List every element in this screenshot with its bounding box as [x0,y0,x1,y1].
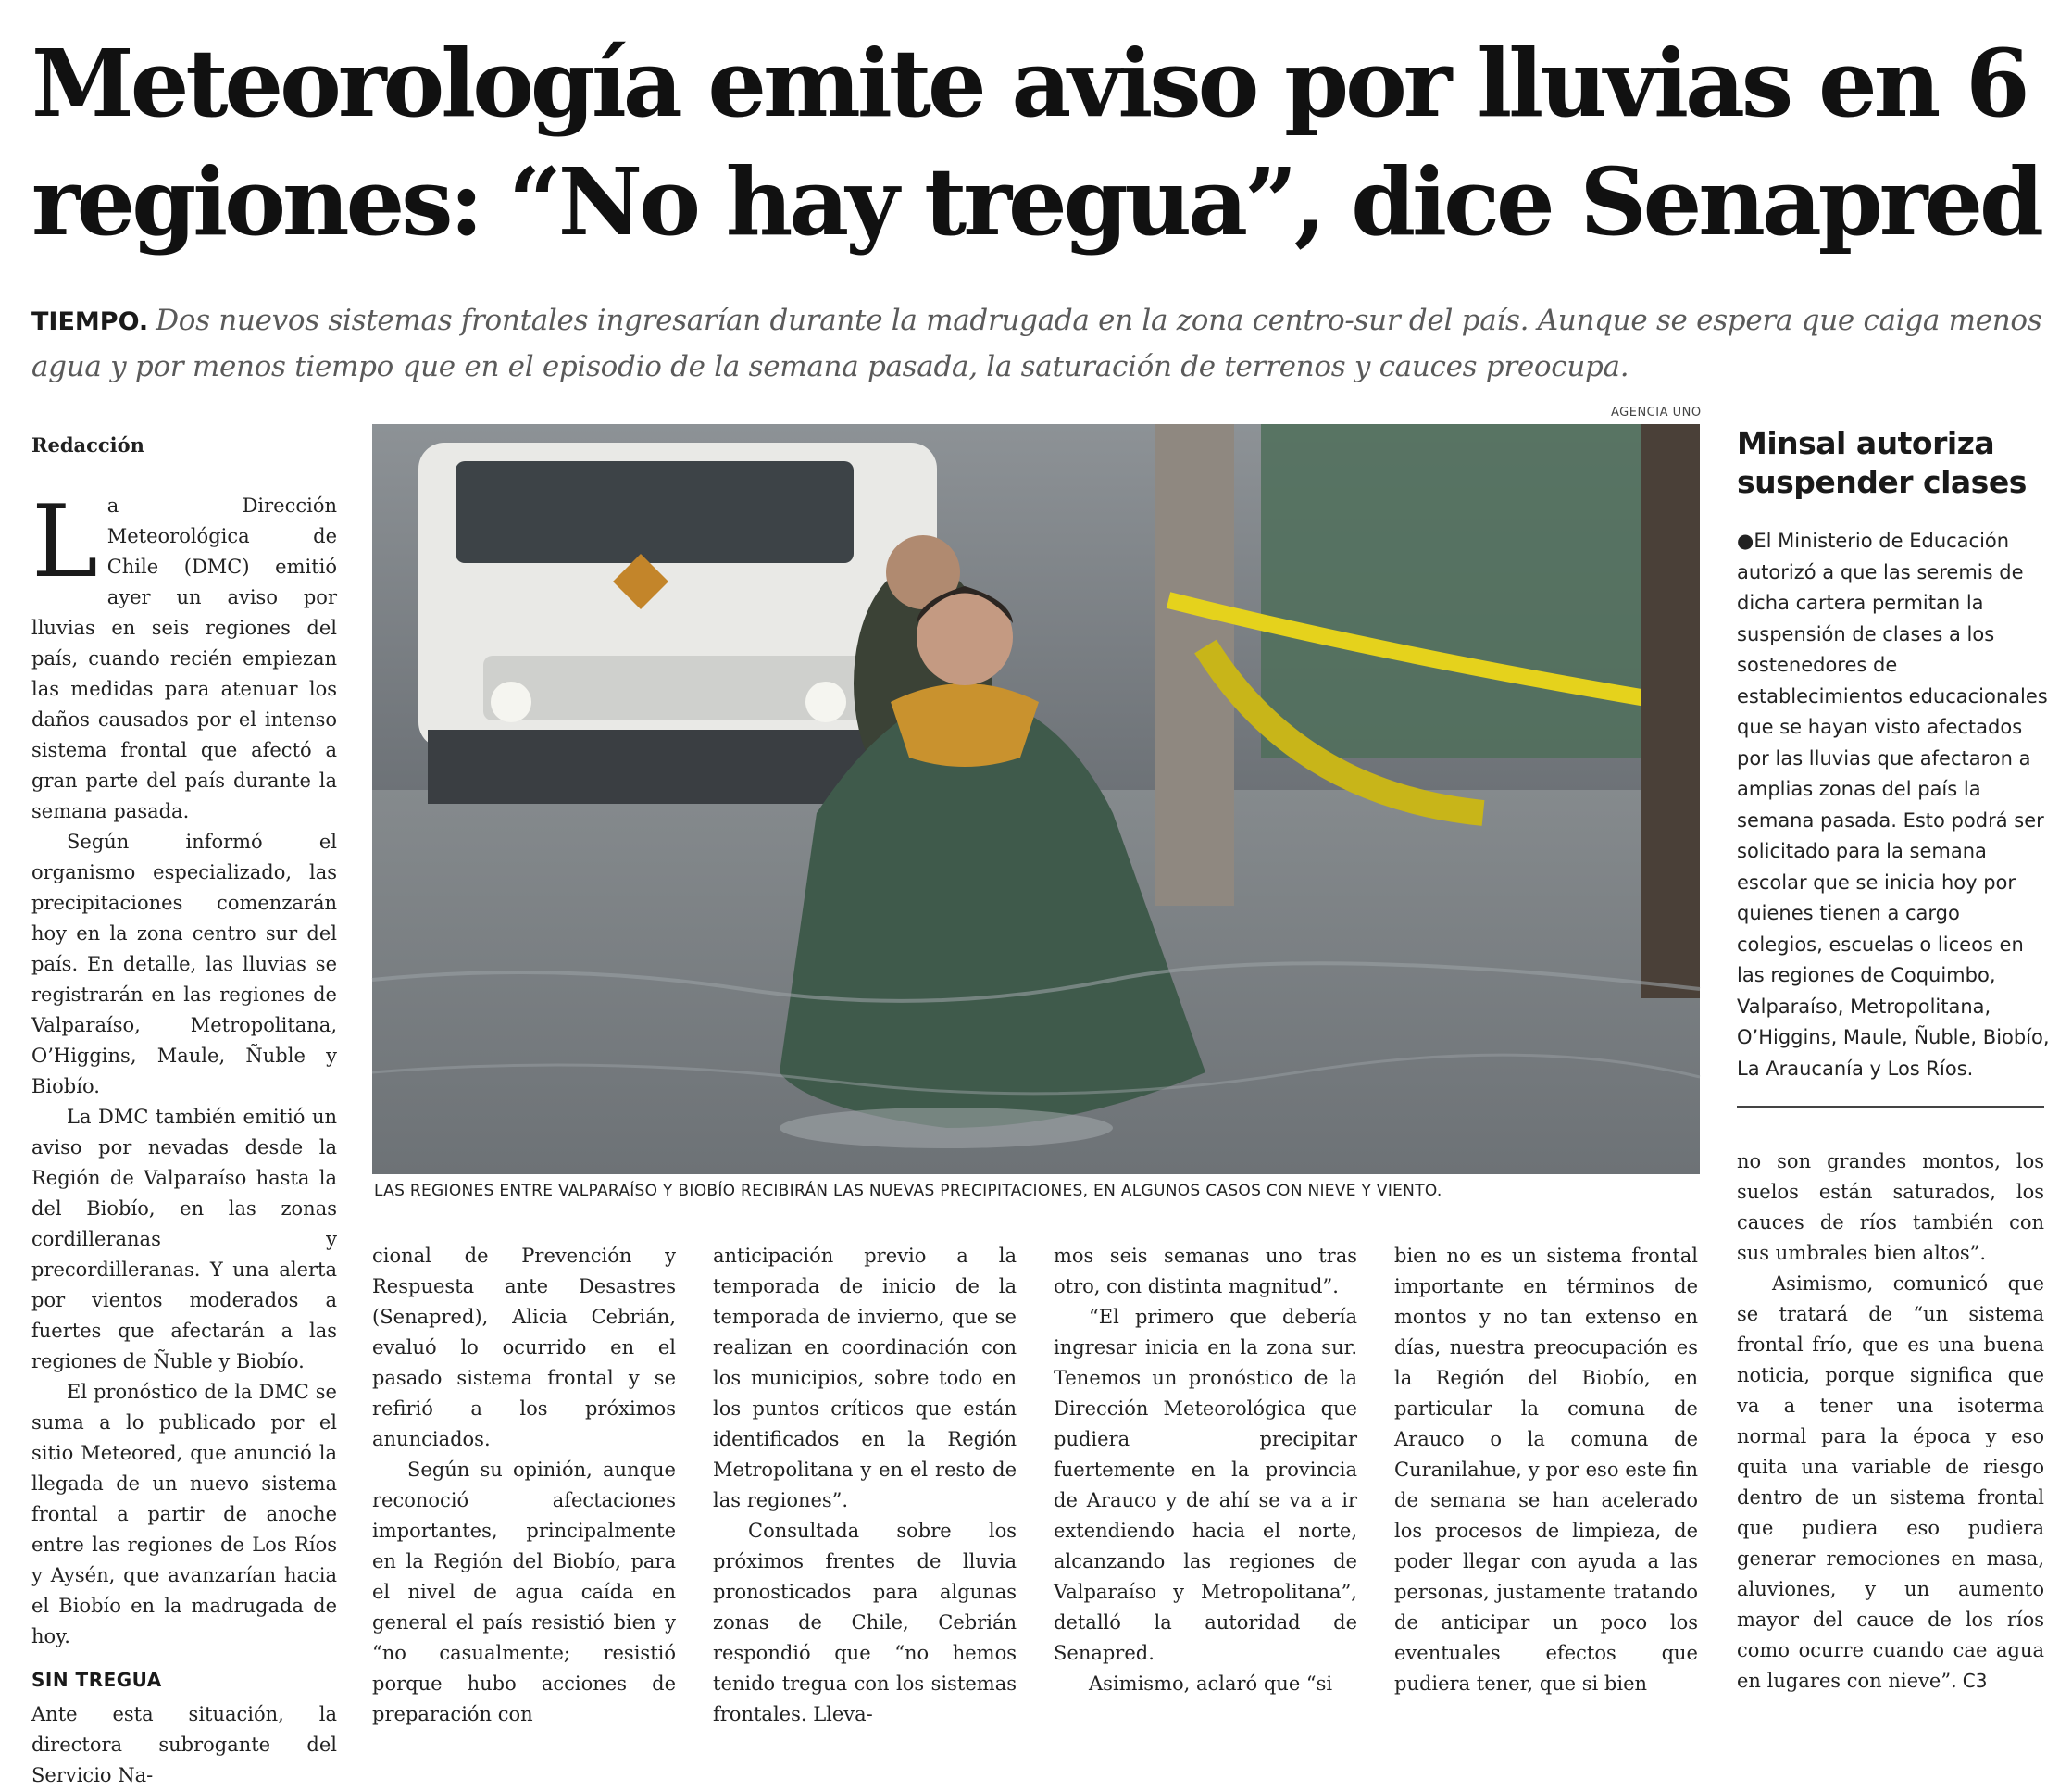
photo-credit: AGENCIA UNO [1611,406,1702,420]
article-column-2 [372,1241,676,1725]
dropcap: L [31,484,98,600]
article-paragraph: cional de Prevención y Respuesta ante Desastres (Senapred), Alicia Cebrián, evaluó lo ocurrido en el pasado sistema frontal y se refirió a los próximos anunciados. [372,1245,676,1450]
article-column-5 [1394,1241,1698,1695]
news-photo [372,424,1700,1174]
article-paragraph: no son grandes montos, los suelos están saturados, los cauces de ríos también con sus umbrales bien altos”. [1737,1150,2044,1264]
article-paragraph: Según informó el organismo especializado, las precipitaciones comenzarán hoy en la zona centro sur del país. En detalle, las lluvias se registrarán en las regiones de Valparaíso, Metropolitana, O’Higgins, Maule, Ñuble y Biobío. [31,831,337,1097]
byline: Redacción [31,433,144,457]
end-mark: C3 [1962,1670,1988,1692]
deck-kicker: TIEMPO. [31,307,149,336]
article-paragraph: bien no es un sistema frontal importante en términos de montos y no tan extenso en días, nuestra preocupación es la Región del Biobío, en particular la comuna de Arauco o la comuna de Curanilahue, y por eso este fin de semana se han acelerado los procesos de limpieza, de poder llegar con ayuda a las personas, justamente tratando de anticipar un poco los eventuales efectos que pudiera tener, que si bien [1394,1245,1698,1695]
deck-text: Dos nuevos sistemas frontales ingresarían durante la madrugada en la zona centro-sur del país. Aunque se espera que caiga menos agua y por menos tiempo que en el episodio de la semana pasada, la saturación de terrenos y cauces preocupa. [31,304,2042,383]
article-column-3 [713,1241,1017,1725]
sidebar-title: Minsal autoriza suspender clases [1737,425,2027,500]
article-paragraph: El pronóstico de la DMC se suma a lo publicado por el sitio Meteored, que anunció la llegada de un nuevo sistema frontal a partir de anoche entre las regiones de Los Ríos y Aysén, que avanzarían hacia el Biobío en la madrugada de hoy. [31,1381,337,1647]
sidebar-body: ●El Ministerio de Educación autorizó a que las seremis de dicha cartera permitan la suspensión de clases a los sostenedores de establecimientos educacionales que se hayan visto afectados por las lluvias que afectaron a amplias zonas del país la semana pasada. Esto podrá ser solicitado para la semana escolar que se inicia hoy por quienes tienen a cargo colegios, escuelas o liceos en las regiones de Coquimbo, Valparaíso, Metropolitana, O’Higgins, Maule, Ñuble, Biobío, La Araucanía y Los Ríos. [1737,530,2050,1080]
article-paragraph: Consultada sobre los próximos frentes de lluvia pronosticados para algunas zonas de Chile, Cebrián respondió que “no hemos tenido tregua con los sistemas frontales. Lleva- [713,1520,1017,1725]
headline: Meteorología emite aviso por lluvias en 6 regiones: “No hay tregua”, dice Senapred [31,29,2041,257]
article-paragraph: anticipación previo a la temporada de inicio de la temporada de invierno, que se realizan en coordinación con los municipios, sobre todo en los puntos críticos que están identificados en la Región Metropolitana y en el resto de las regiones”. [713,1245,1017,1511]
flood-scene-illustration [372,424,1700,1174]
article-paragraph: Asimismo, comunicó que se tratará de “un sistema frontal frío, que es una buena noticia, porque significa que va a tener una isoterma normal para la época y eso quita una variable de riesgo dentro de un sistema frontal que pudiera eso pudiera generar remociones en masa, aluviones, y un aumento mayor del cauce de los ríos como ocurre cuando cae agua en lugares con nieve”. C3 [1737,1272,2044,1692]
sidebar-divider [1737,1106,2044,1108]
article-column-6 [1737,1146,2044,1692]
truck-shape [418,443,937,804]
article-paragraph: mos seis semanas uno tras otro, con distinta magnitud”. [1054,1245,1357,1297]
photo-caption: LAS REGIONES ENTRE VALPARAÍSO Y BIOBÍO RECIBIRÁN LAS NUEVAS PRECIPITACIONES, EN ALGUNOS CASOS CON NIEVE Y VIENTO. [374,1182,1442,1200]
deck [31,298,2050,389]
article-paragraph: Según su opinión, aunque reconoció afectaciones importantes, principalmente en la Región del Biobío, para el nivel de agua caída en general el país resistió bien y “no casualmente; resistió porque hubo acciones de preparación con [372,1459,676,1725]
article-column-1 [31,484,337,1786]
article-column-4 [1054,1241,1357,1695]
article-paragraph: La DMC también emitió un aviso por nevadas desde la Región de Valparaíso hasta la del Biobío, en las zonas cordilleranas y precordilleranas. Y una alerta por vientos moderados a fuertes que afectarán a las regiones de Ñuble y Biobío. [31,1106,337,1372]
article-paragraph: La Dirección Meteorológica de Chile (DMC) emitió ayer un aviso por lluvias en seis regiones del país, cuando recién empiezan las medidas para atenuar los daños causados por el intenso sistema frontal que afectó a gran parte del país durante la semana pasada. [31,484,337,822]
subhead-sin-tregua: SIN TREGUA [31,1669,162,1691]
bullet-icon: ● [1737,530,1754,552]
article-paragraph: Ante esta situación, la directora subrogante del Servicio Na- [31,1703,337,1786]
article-paragraph: “El primero que debería ingresar inicia en la zona sur. Tenemos un pronóstico de la Dirección Meteorológica que pudiera precipitar fuertemente en la provincia de Arauco y de ahí se va a ir extendiendo hacia el norte, alcanzando las regiones de Valparaíso y Metropolitana”, detalló la autoridad de Senapred. [1054,1306,1357,1664]
article-paragraph: Asimismo, aclaró que “si [1089,1672,1333,1695]
